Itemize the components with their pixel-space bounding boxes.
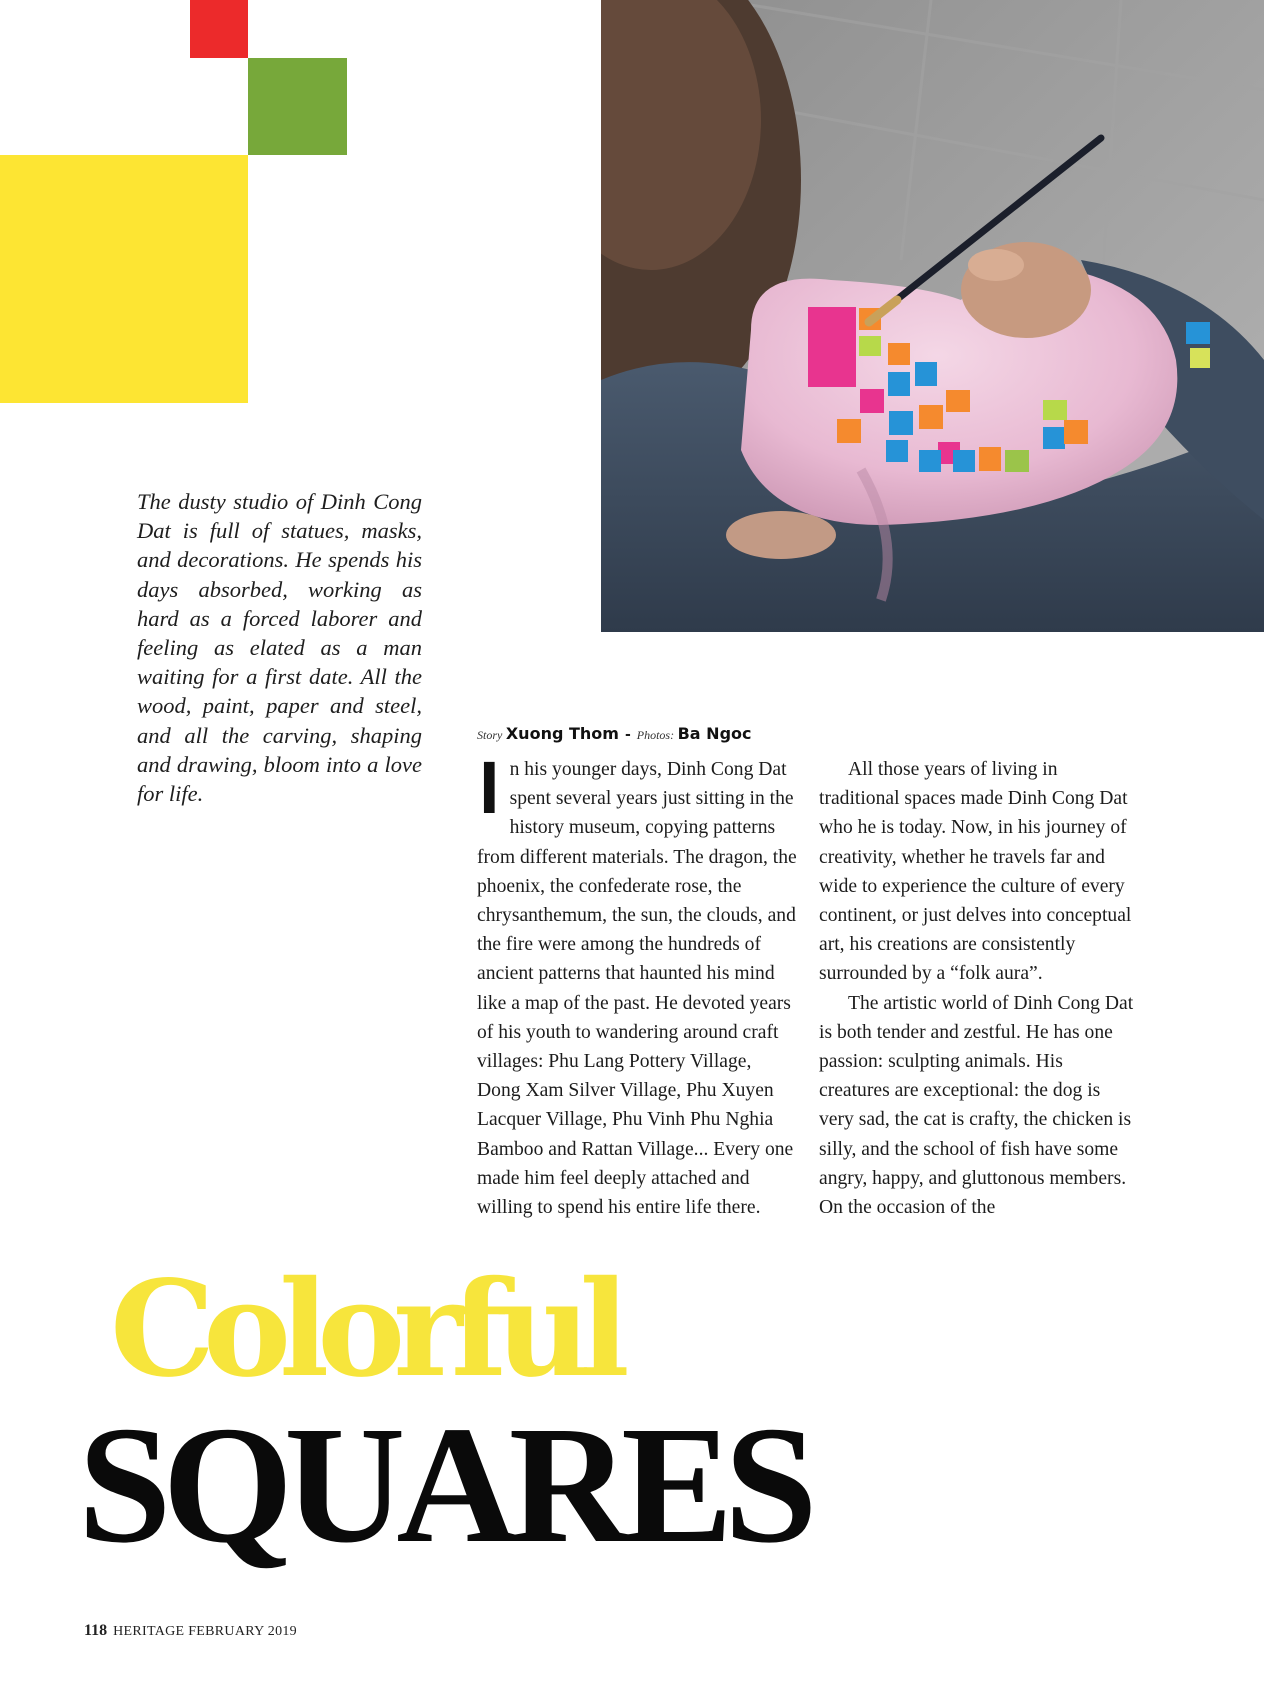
page-footer: [84, 1622, 297, 1640]
page-number: 118: [84, 1622, 108, 1639]
photos-author: Ba Ngoc: [677, 724, 752, 743]
byline-separator: -: [624, 727, 631, 743]
headline-squares: SQUARES: [78, 1392, 809, 1578]
body-paragraph-3: The artistic world of Dinh Cong Dat is both tender and zestful. He has one passion: sculpting animals. His creatures are exceptional: the dog is very sad, the cat is crafty, the chicken is silly, and the school of fish have some angry, happy, and gluttonous members. On the occasion of the: [819, 992, 1134, 1219]
story-author: Xuong Thom: [505, 724, 619, 743]
body-paragraph-2: All those years of living in traditional spaces made Dinh Cong Dat who he is today. Now, in his journey of creativity, whether he travels far and wide to experience the culture of every continent, or just delves into conceptual art, his creations are consistently surrounded by a “folk aura”.: [819, 759, 1132, 985]
byline: [477, 724, 817, 744]
intro-lede: The dusty studio of Dinh Cong Dat is full of statues, masks, and decorations. He spends his days absorbed, working as hard as a forced laborer and feeling as elated as a man waiting for a first date. All the wood, paint, paper and steel, and all the carving, shaping and drawing, bloom into a love for life.: [137, 489, 422, 807]
decor-red-square: [190, 0, 248, 58]
body-column-2: [819, 755, 1135, 1222]
decor-yellow-square: [0, 155, 248, 403]
magazine-issue: HERITAGE FEBRUARY 2019: [113, 1624, 297, 1639]
decor-green-square: [248, 58, 347, 155]
body-paragraph-1: n his younger days, Dinh Cong Dat spent several years just sitting in the history museum, copying patterns from different materials. The dragon, the phoenix, the confederate rose, the chrysanthemum, the sun, the clouds, and the fire were among the hundreds of ancient patterns that haunted his mind like a map of the past. He devoted years of his youth to wandering around craft villages: Phu Lang Pottery Village, Dong Xam Silver Village, Phu Xuyen Lacquer Village, Phu Vinh Phu Nghia Bamboo and Rattan Village... Every one made him feel deeply attached and willing to spend his entire life there.: [477, 759, 797, 1219]
headline-colorful: Colorful: [110, 1252, 618, 1407]
story-label: Story: [477, 728, 503, 742]
article-photo: [601, 0, 1264, 632]
photos-label: Photos:: [636, 728, 675, 742]
body-column-1: [477, 746, 797, 1222]
drop-cap: I: [479, 746, 500, 829]
